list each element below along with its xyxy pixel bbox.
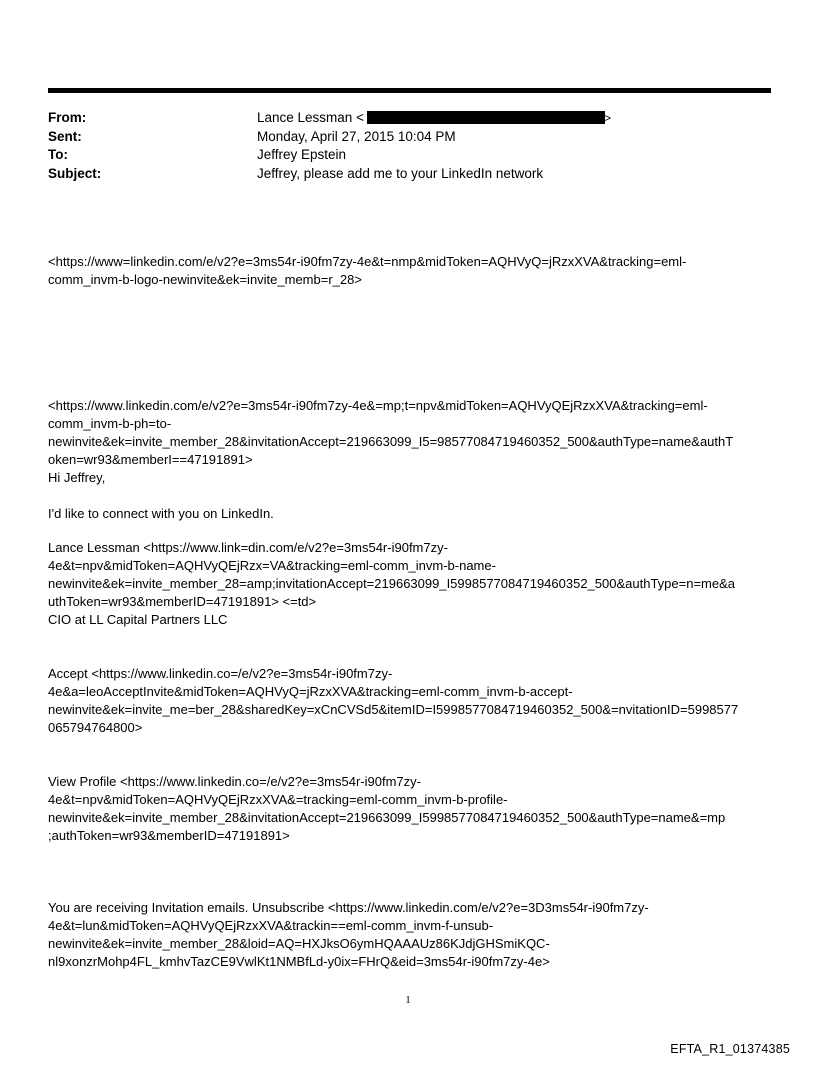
sender-name: Lance Lessman [257,110,353,125]
to-label: To: [48,147,68,162]
page-number: 1 [405,994,411,1006]
bates-number: EFTA_R1_01374385 [670,1042,790,1056]
header-rule [48,88,771,93]
greeting: Hi Jeffrey, [48,470,106,485]
message-text: I'd like to connect with you on LinkedIn. [48,506,274,521]
redaction-bar [367,111,605,124]
to-value: Jeffrey Epstein [257,147,347,162]
sent-row [48,128,771,147]
email-open-bracket: < [356,110,364,125]
from-row [48,109,771,128]
sent-label: Sent: [48,128,82,144]
to-row [48,146,771,165]
unsubscribe-link[interactable]: You are receiving Invitation emails. Unsubscribe <https://www.linkedin.com/e/v2?e=3D3ms54r-i90fm7zy- 4e&t=lun&midToken=AQHVyQEjRzxXVA&trackin==eml-comm_invm-f-unsub- newinvite&ek=invite_member_28&loid=AQ=HXJksO6ymHQAAAUz86KJdjGHSmiKQC- nl9xonzrMohp4FL_kmhvTazCE9VwlKt1NMBfLd-y0ix=FHrQ&eid=3ms54r-i90fm7zy-4e> [48,900,649,969]
photo-link[interactable]: <https://www.linkedin.com/e/v2?e=3ms54r-i90fm7zy-4e&=mp;t=npv&midToken=AQHVyQEjRzxXVA&tracking=eml- comm_invm-b-ph=to- newinvite&ek=invite_member_28&invitationAccept=219663099_I5=98577084719460352_500&authType=name&authT oken=wr93&memberI==47191891> [48,398,734,467]
subject-row [48,165,771,184]
view-profile-link[interactable]: View Profile <https://www.linkedin.co=/e/v2?e=3ms54r-i90fm7zy- 4e&t=npv&midToken=AQHVyQEjRzxXVA&=tracking=eml-comm_invm-b-profile- newinvite&ek=invite_member_28&invitationAccept=219663099_I5998577084719460352_500&authType=name&=mp ;authToken=wr93&memberID=47191891> [48,774,726,843]
sender-title: CIO at LL Capital Partners LLC [48,612,228,627]
subject-value: Jeffrey, please add me to your LinkedIn network [257,165,544,181]
sender-profile-link[interactable]: Lance Lessman <https://www.link=din.com/e/v2?e=3ms54r-i90fm7zy- 4e&t=npv&midToken=AQHVyQEjRzx=VA&tracking=eml-comm_invm-b-name- newinvite&ek=invite_member_28=amp;invitationAccept=219663099_I5998577084719460352_500&authType=n=me&a uthToken=wr93&memberID=47191891> <=td> [48,540,736,609]
email-close-bracket: > [603,111,611,125]
sent-value: Monday, April 27, 2015 10:04 PM [257,128,456,144]
from-label: From: [48,110,87,125]
subject-label: Subject: [48,165,102,181]
accept-link[interactable]: Accept <https://www.linkedin.co=/e/v2?e=3ms54r-i90fm7zy- 4e&a=leoAcceptInvite&midToken=AQHVyQ=jRzxXVA&tracking=eml-comm_invm-b-accept- newinvite&ek=invite_me=ber_28&sharedKey=xCnCVSd5&itemID=I5998577084719460352_500&=nvitationID=5998577 065794764800> [48,666,739,735]
email-header [48,109,771,183]
from-value [257,109,611,128]
logo-link[interactable]: <https://www=linkedin.com/e/v2?e=3ms54r-i90fm7zy-4e&t=nmp&midToken=AQHVyQ=jRzxXVA&tracking=eml- comm_invm-b-logo-newinvite&ek=invite_memb=r_28> [48,254,687,287]
